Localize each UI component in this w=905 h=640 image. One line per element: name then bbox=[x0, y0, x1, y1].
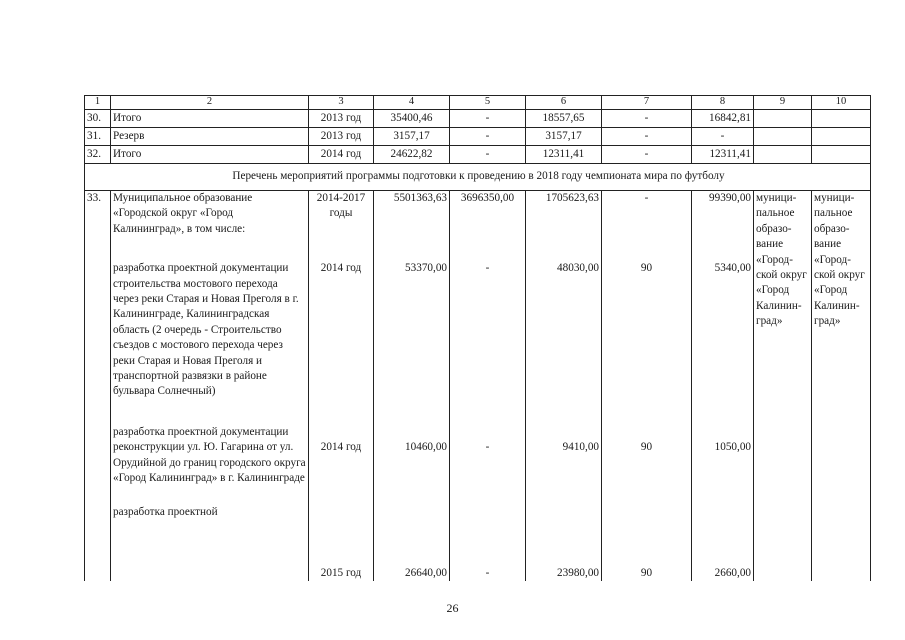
row-col5: - bbox=[450, 128, 526, 146]
row33-item1-col8: 5340,00 bbox=[714, 262, 751, 274]
row-number: 32. bbox=[85, 146, 111, 164]
row33-item1-total: 53370,00 bbox=[405, 262, 447, 274]
page-number: 26 bbox=[446, 601, 459, 615]
row-total bbox=[374, 191, 450, 582]
program-table bbox=[84, 95, 871, 581]
row33-item1-col6: 48030,00 bbox=[557, 262, 599, 274]
row-col9 bbox=[754, 191, 812, 582]
header-col-3: 3 bbox=[309, 96, 374, 110]
row-year: 2013 год bbox=[309, 110, 374, 128]
row33-intro-col7: - bbox=[644, 192, 649, 204]
row-total: 3157,17 bbox=[374, 128, 450, 146]
row33-item3-total: 26640,00 bbox=[405, 567, 447, 579]
row33-intro-name: Муниципальное образование «Городской округ «Город Калининград», в том числе: bbox=[113, 192, 253, 235]
header-col-1: 1 bbox=[85, 96, 111, 110]
section-row bbox=[85, 164, 871, 191]
row-name: Итого bbox=[111, 110, 309, 128]
row-col6: 3157,17 bbox=[526, 128, 602, 146]
row-col6 bbox=[526, 191, 602, 582]
row-col5 bbox=[450, 191, 526, 582]
row-col10 bbox=[812, 128, 871, 146]
row33-item2-col6: 9410,00 bbox=[562, 441, 599, 453]
row-number: 33. bbox=[85, 191, 111, 582]
row33-intro-col5: 3696350,00 bbox=[460, 192, 515, 204]
row-col5: - bbox=[450, 146, 526, 164]
row33-item3-name: разработка проектной bbox=[113, 505, 218, 518]
header-col-9: 9 bbox=[754, 96, 812, 110]
row33-col9-text: муници-пальное образо-вание «Город-ской округ «Город Калинин-град» bbox=[756, 192, 807, 328]
row33-item1-col5: - bbox=[485, 262, 490, 274]
row-col9 bbox=[754, 146, 812, 164]
row-col7: - bbox=[602, 128, 692, 146]
row-name: Итого bbox=[111, 146, 309, 164]
row-number: 30. bbox=[85, 110, 111, 128]
column-number-row bbox=[85, 96, 871, 110]
row33-item2-col7: 90 bbox=[640, 441, 653, 453]
row-col8: 16842,81 bbox=[692, 110, 754, 128]
row-total: 24622,82 bbox=[374, 146, 450, 164]
row33-item1-name: разработка проектной документации строительства мостового перехода через реки Старая и Новая Преголя в г. Калининграде, Калининградская область (2 очередь - Строительство съездов с мостового перехода через реки Старая и Новая Преголя и транспортной развязки в районе бульвара Солнечный) bbox=[113, 262, 299, 398]
header-col-4: 4 bbox=[374, 96, 450, 110]
row-name: Резерв bbox=[111, 128, 309, 146]
row-col8: - bbox=[692, 128, 754, 146]
row33-item3-col6: 23980,00 bbox=[557, 567, 599, 579]
row33-item1-col7: 90 bbox=[640, 262, 653, 274]
row-col6: 12311,41 bbox=[526, 146, 602, 164]
row-col9 bbox=[754, 110, 812, 128]
row33-item2-col8: 1050,00 bbox=[714, 441, 751, 453]
row33-intro-col8: 99390,00 bbox=[709, 192, 751, 204]
row33-item3-year: 2015 год bbox=[320, 567, 362, 579]
row-number: 31. bbox=[85, 128, 111, 146]
table-row bbox=[85, 128, 871, 146]
row33-item3-col5: - bbox=[485, 567, 490, 579]
row-col10 bbox=[812, 191, 871, 582]
row33-intro-years: 2014-2017 годы bbox=[316, 192, 366, 220]
row-col7 bbox=[602, 191, 692, 582]
header-col-7: 7 bbox=[602, 96, 692, 110]
row-col7: - bbox=[602, 146, 692, 164]
section-title: Перечень мероприятий программы подготовки к проведению в 2018 году чемпионата мира по футболу bbox=[85, 164, 871, 191]
row33-item1-year: 2014 год bbox=[320, 262, 362, 274]
row-col10 bbox=[812, 146, 871, 164]
header-col-5: 5 bbox=[450, 96, 526, 110]
table-row bbox=[85, 146, 871, 164]
row33-item2-year: 2014 год bbox=[320, 441, 362, 453]
row-col8 bbox=[692, 191, 754, 582]
row-total: 35400,46 bbox=[374, 110, 450, 128]
row-name bbox=[111, 191, 309, 582]
row-year bbox=[309, 191, 374, 582]
row-year: 2013 год bbox=[309, 128, 374, 146]
row-col10 bbox=[812, 110, 871, 128]
header-col-8: 8 bbox=[692, 96, 754, 110]
row-col8: 12311,41 bbox=[692, 146, 754, 164]
table-row-33 bbox=[85, 191, 871, 582]
row-col6: 18557,65 bbox=[526, 110, 602, 128]
row-col7: - bbox=[602, 110, 692, 128]
row33-item2-total: 10460,00 bbox=[405, 441, 447, 453]
row33-col10-text: муници-пальное образо-вание «Город-ской округ «Город Калинин-град» bbox=[814, 192, 865, 328]
row-year: 2014 год bbox=[309, 146, 374, 164]
row33-item3-col8: 2660,00 bbox=[714, 567, 751, 579]
row-col5: - bbox=[450, 110, 526, 128]
row33-intro-col6: 1705623,63 bbox=[545, 192, 599, 204]
table-row bbox=[85, 110, 871, 128]
row-col9 bbox=[754, 128, 812, 146]
header-col-10: 10 bbox=[812, 96, 871, 110]
row33-item2-col5: - bbox=[485, 441, 490, 453]
row33-intro-total: 5501363,63 bbox=[393, 192, 447, 204]
header-col-2: 2 bbox=[111, 96, 309, 110]
header-col-6: 6 bbox=[526, 96, 602, 110]
row33-item3-col7: 90 bbox=[640, 567, 653, 579]
row33-item2-name: разработка проектной документации реконструкции ул. Ю. Гагарина от ул. Орудийной до границ городского округа «Город Калининград» в г. Калининграде bbox=[113, 425, 306, 485]
